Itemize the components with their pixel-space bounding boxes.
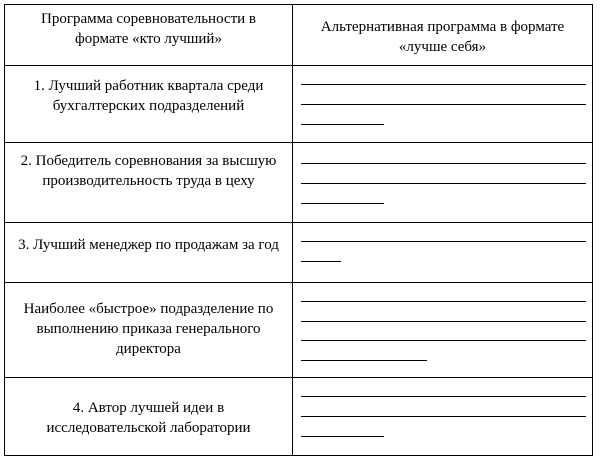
answer-blank-line (301, 163, 586, 164)
row-left-cell (5, 223, 292, 282)
answer-blank-line (301, 396, 586, 397)
header-right-cell (293, 5, 592, 65)
answer-blank-line (301, 301, 586, 302)
row-left-cell (5, 283, 292, 377)
answer-blank-line (301, 84, 586, 85)
row-label: 4. Автор лучшей идеи в исследовательской лаборатории (46, 400, 251, 436)
answer-blank-line (301, 183, 586, 184)
answer-cell (293, 143, 592, 222)
answer-blank-line (301, 436, 384, 437)
answer-cell (293, 223, 592, 282)
header-right-text: Альтернативная программа в формате «лучше себя» (320, 19, 565, 55)
header-left-text: Программа соревновательности в формате «кто лучший» (40, 11, 257, 47)
row-label: Наиболее «быстрое» подразделение по выполнению приказа генерального директора (23, 301, 274, 357)
answer-cell (293, 378, 592, 455)
answer-blank-line (301, 360, 427, 361)
answer-blank-line (301, 104, 586, 105)
row-label: 3. Лучший менеджер по продажам за год (18, 237, 279, 253)
answer-cell (293, 66, 592, 142)
table-row (5, 143, 592, 223)
answer-blank-line (301, 321, 586, 322)
answer-cell (293, 283, 592, 377)
answer-blank-line (301, 340, 586, 341)
answer-blank-line (301, 241, 586, 242)
answer-blank-line (301, 203, 384, 204)
row-left-cell (5, 143, 292, 222)
row-left-cell (5, 378, 292, 455)
table-row (5, 378, 592, 455)
table-row (5, 283, 592, 378)
row-label: 1. Лучший работник квартала среди бухгалтерских подразделений (33, 78, 264, 114)
table-header-row (5, 5, 592, 66)
answer-blank-line (301, 261, 341, 262)
row-label: 2. Победитель соревнования за высшую производительность труда в цеху (20, 153, 277, 189)
answer-blank-line (301, 124, 384, 125)
table-row (5, 66, 592, 143)
row-left-cell (5, 66, 292, 142)
header-left-cell (5, 5, 292, 65)
answer-blank-line (301, 416, 586, 417)
table-row (5, 223, 592, 283)
comparison-table (4, 4, 593, 456)
